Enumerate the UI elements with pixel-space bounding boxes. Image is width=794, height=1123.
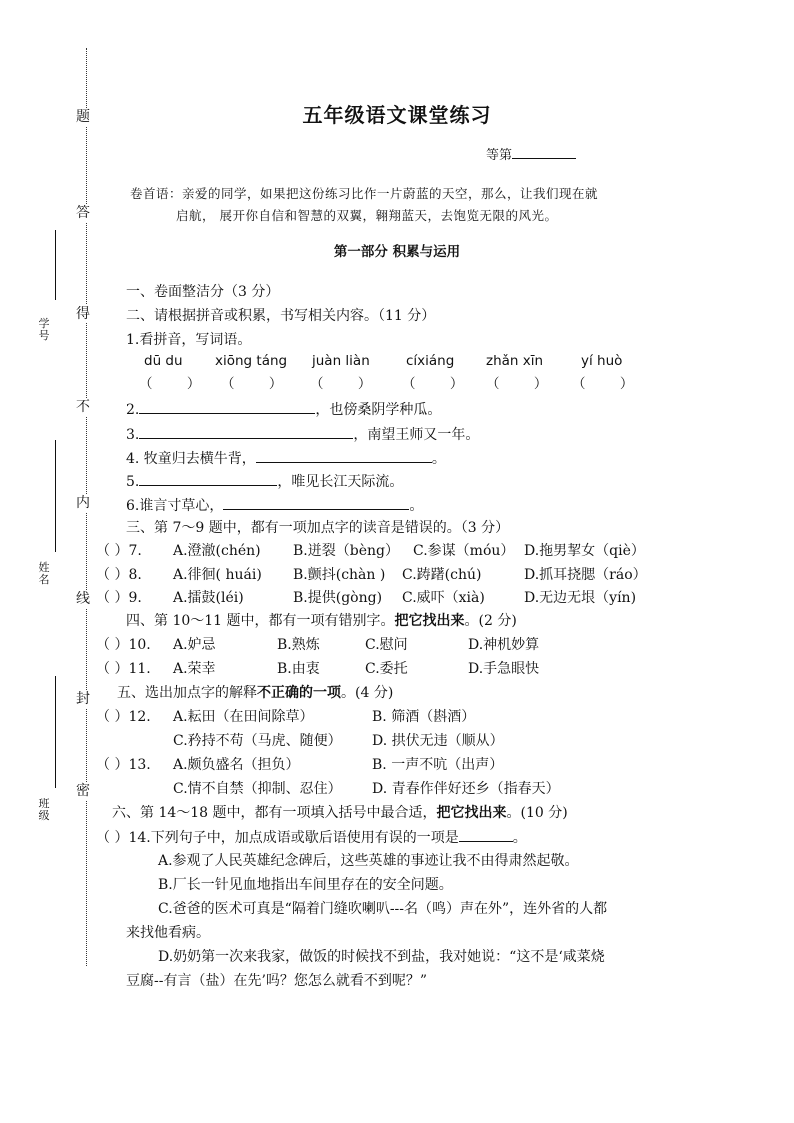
question-2	[126, 402, 441, 417]
section-2-heading: 二、请根据拼音或积累，书写相关内容。（11 分）	[126, 308, 436, 324]
pinyin-4: cíxiáng	[406, 353, 455, 369]
question-13-option-d: D. 青春作伴好还乡（指春天）	[372, 781, 560, 797]
answer-box-3[interactable]: （ ）	[310, 376, 372, 392]
question-9-option-a: A.擂鼓(léi)	[173, 590, 244, 606]
section-5-suffix: 。(4 分)	[341, 685, 394, 701]
seal-char: 题	[76, 109, 90, 125]
question-11-option-c: C.委托	[365, 661, 408, 677]
question-7-option-b: B.迸裂（bèng）	[293, 543, 399, 559]
seal-char: 内	[76, 495, 90, 511]
question-9-option-b: B.提供(gòng)	[293, 590, 383, 606]
question-8-option-b: B.颤抖(chàn )	[293, 567, 386, 583]
section-6-suffix: 。(10 分)	[506, 805, 568, 821]
question-11-option-d: D.手急眼快	[468, 661, 540, 677]
section-3-heading: 三、第 7～9 题中，都有一项加点字的读音是错误的。（3 分）	[126, 520, 510, 536]
answer-box-6[interactable]: （ ）	[572, 376, 634, 392]
seal-char: 答	[76, 205, 90, 221]
name-label: 姓名	[38, 561, 50, 586]
question-14-option-a: A.参观了人民英雄纪念碑后，这些英雄的事迹让我不由得肃然起敬。	[158, 853, 579, 869]
answer-box-4[interactable]: （ ）	[402, 376, 464, 392]
question-14-option-d-line-1: D.奶奶第一次来我家，做饭的时候找不到盐，我对她说：“这不是‘咸菜烧	[158, 949, 605, 965]
question-13-option-b: B. 一声不吭（出声）	[372, 757, 504, 773]
question-6-blank[interactable]	[223, 498, 409, 510]
section-5-emphasis: 不正确的一项	[257, 685, 341, 701]
answer-box-2[interactable]: （ ）	[221, 376, 283, 392]
question-11-number[interactable]: （ ）11.	[96, 661, 151, 677]
question-13-option-a: A.颇负盛名（担负）	[173, 757, 300, 773]
question-9-number[interactable]: （ ）9.	[96, 590, 142, 606]
question-8-option-c: C.踌躇(chú)	[402, 567, 482, 583]
question-8-option-a: A.徘徊( huái)	[173, 567, 262, 583]
question-12-option-a: A.耘田（在田间除草）	[173, 709, 314, 725]
question-14	[96, 830, 527, 845]
question-7-number[interactable]: （ ）7.	[96, 543, 142, 559]
question-10-number[interactable]: （ ）10.	[96, 637, 151, 653]
question-6-end: 。	[409, 498, 424, 514]
question-3-blank[interactable]	[139, 427, 353, 439]
question-10-option-b: B.熟炼	[277, 637, 320, 653]
question-9-option-d: D.无边无垠（yín)	[524, 590, 637, 606]
student-id-label: 学号	[38, 317, 50, 342]
intro-line-1: 卷首语：亲爱的同学，如果把这份练习比作一片蔚蓝的天空，那么，让我们现在就	[130, 186, 599, 201]
question-14-end: 。	[512, 830, 527, 846]
name-line	[55, 440, 56, 552]
question-13-number[interactable]: （ ）13.	[96, 757, 151, 773]
question-8-number[interactable]: （ ）8.	[96, 567, 142, 583]
question-4-end: 。	[431, 451, 446, 467]
question-5	[126, 474, 403, 489]
question-12-option-b: B. 筛酒（斟酒）	[372, 709, 476, 725]
section-4-emphasis: 把它找出来	[394, 613, 465, 629]
question-5-blank[interactable]	[139, 474, 277, 486]
seal-char: 封	[76, 691, 90, 707]
class-line	[55, 676, 56, 788]
question-4-text: 4. 牧童归去横牛背，	[126, 451, 256, 467]
pinyin-3: juàn liàn	[312, 353, 370, 369]
class-label: 班级	[38, 797, 50, 822]
pinyin-2: xiōng táng	[215, 353, 288, 369]
question-2-number: 2.	[126, 402, 140, 418]
question-6	[126, 498, 423, 513]
question-12-option-d: D. 拱伏无违（顺从）	[372, 733, 504, 749]
question-14-blank[interactable]	[459, 830, 513, 842]
question-11-option-a: A.荣幸	[173, 661, 216, 677]
question-13-option-c: C.情不自禁（抑制、忍住）	[173, 781, 342, 797]
question-3-text: ，南望王师又一年。	[353, 427, 480, 443]
answer-box-1[interactable]: （ ）	[139, 376, 201, 392]
section-6-heading	[112, 806, 568, 820]
grade-field	[486, 148, 576, 162]
seal-char: 密	[76, 783, 90, 799]
question-4	[126, 451, 446, 466]
question-14-option-c-line-2: 来找他看病。	[126, 925, 210, 941]
question-10-option-a: A.妒忌	[173, 637, 216, 653]
question-2-text: ，也傍桑阴学种瓜。	[315, 402, 442, 418]
question-5-number: 5.	[126, 474, 140, 490]
pinyin-5: zhǎn xīn	[486, 353, 544, 369]
intro-line-2: 启航， 展开你自信和智慧的双翼，翱翔蓝天，去饱览无限的风光。	[176, 208, 558, 223]
question-14-option-c-line-1: C.爸爸的医术可真是“隔着门缝吹喇叭---名（鸣）声在外”，连外省的人都	[158, 901, 608, 917]
question-14-option-d-line-2: 豆腐--有言（盐）在先’吗？您怎么就看不到呢？”	[126, 973, 428, 989]
section-4-prefix: 四、第 10～11 题中，都有一项有错别字。	[126, 613, 395, 629]
question-1: 1.看拼音，写词语。	[126, 332, 252, 348]
question-10-option-c: C.慰问	[365, 637, 408, 653]
section-5-prefix: 五、选出加点字的解释	[117, 685, 257, 701]
question-7-option-c: C.参谋（móu）	[413, 543, 515, 559]
question-9-option-c: C.威吓（xià)	[402, 590, 485, 606]
question-3-number: 3.	[126, 427, 140, 443]
grade-label: 等第	[486, 148, 513, 163]
section-1-heading: 一、卷面整洁分（3 分）	[126, 284, 280, 300]
question-3	[126, 427, 479, 442]
question-14-option-b: B.厂长一针见血地指出车间里存在的安全问题。	[158, 877, 453, 893]
pinyin-6: yí huò	[581, 353, 623, 369]
question-7-option-d: D.拖男挈女（qiè）	[524, 543, 645, 559]
question-2-blank[interactable]	[139, 402, 315, 414]
question-14-number[interactable]: （ ）14.	[96, 830, 151, 846]
question-14-text: 下列句子中，加点成语或歇后语使用有误的一项是	[150, 830, 459, 846]
grade-blank[interactable]	[512, 148, 576, 159]
question-11-option-b: B.由衷	[277, 661, 320, 677]
question-4-blank[interactable]	[256, 451, 432, 463]
seal-char: 得	[76, 306, 90, 322]
seal-char: 不	[76, 399, 90, 415]
answer-box-5[interactable]: （ ）	[486, 376, 548, 392]
section-6-prefix: 六、第 14～18 题中，都有一项填入括号中最合适，	[112, 805, 437, 821]
page-title: 五年级语文课堂练习	[302, 103, 492, 127]
question-12-number[interactable]: （ ）12.	[96, 709, 151, 725]
pinyin-1: dū du	[144, 353, 183, 369]
question-12-option-c: C.矜持不苟（马虎、随便）	[173, 733, 342, 749]
section-4-suffix: 。(2 分)	[464, 613, 517, 629]
seal-char: 线	[76, 591, 90, 607]
student-id-line	[55, 230, 56, 300]
section-6-emphasis: 把它找出来	[436, 805, 507, 821]
part-title: 第一部分 积累与运用	[333, 244, 461, 260]
question-8-option-d: D.抓耳挠腮（ráo）	[524, 567, 647, 583]
section-5-heading	[117, 686, 393, 700]
question-10-option-d: D.神机妙算	[468, 637, 540, 653]
question-7-option-a: A.澄澈(chén)	[173, 543, 261, 559]
question-6-text: 6.谁言寸草心，	[126, 498, 224, 514]
question-5-text: ，唯见长江天际流。	[277, 474, 404, 490]
section-4-heading	[126, 614, 517, 628]
